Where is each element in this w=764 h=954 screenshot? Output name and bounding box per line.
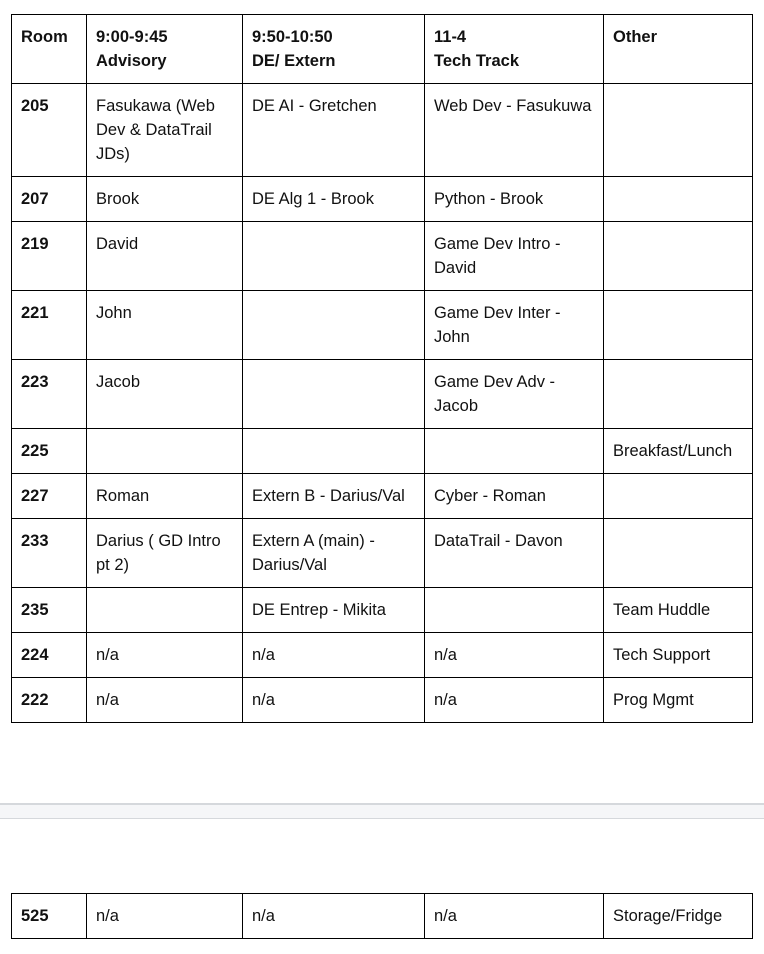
cell-text: Fasukawa (Web Dev & DataTrail JDs) bbox=[96, 97, 215, 163]
cell-text: Storage/Fridge bbox=[613, 907, 723, 925]
table-row bbox=[12, 519, 753, 588]
cell-text: DataTrail - Davon bbox=[434, 532, 563, 550]
header-tech-track[interactable] bbox=[425, 15, 604, 84]
cell-tech-track[interactable] bbox=[425, 84, 604, 177]
cell-text: n/a bbox=[252, 691, 275, 709]
table-row bbox=[12, 429, 753, 474]
cell-text: Game Dev Intro - David bbox=[434, 235, 561, 277]
cell-advisory[interactable] bbox=[87, 291, 243, 360]
cell-other[interactable] bbox=[604, 633, 753, 678]
table-row bbox=[12, 222, 753, 291]
cell-room[interactable] bbox=[12, 519, 87, 588]
cell-text: n/a bbox=[434, 907, 457, 925]
cell-de-extern[interactable] bbox=[243, 633, 425, 678]
cell-tech-track[interactable] bbox=[425, 474, 604, 519]
cell-text: Cyber - Roman bbox=[434, 487, 546, 505]
cell-room[interactable] bbox=[12, 474, 87, 519]
cell-room[interactable] bbox=[12, 894, 87, 939]
cell-de-extern[interactable] bbox=[243, 588, 425, 633]
cell-tech-track[interactable] bbox=[425, 633, 604, 678]
cell-text: Game Dev Adv - Jacob bbox=[434, 373, 556, 415]
cell-de-extern[interactable] bbox=[243, 291, 425, 360]
cell-text: David bbox=[96, 235, 139, 253]
cell-text: 223 bbox=[21, 373, 49, 391]
cell-other[interactable] bbox=[604, 894, 753, 939]
cell-de-extern[interactable] bbox=[243, 474, 425, 519]
cell-tech-track[interactable] bbox=[425, 222, 604, 291]
cell-text: Web Dev - Fasukuwa bbox=[434, 97, 592, 115]
cell-room[interactable] bbox=[12, 588, 87, 633]
cell-room[interactable] bbox=[12, 678, 87, 723]
header-advisory-time: 9:00-9:45 bbox=[96, 28, 168, 46]
cell-text: 222 bbox=[21, 691, 49, 709]
cell-text: Extern B - Darius/Val bbox=[252, 487, 405, 505]
cell-tech-track[interactable] bbox=[425, 360, 604, 429]
cell-text: 219 bbox=[21, 235, 49, 253]
cell-tech-track[interactable] bbox=[425, 177, 604, 222]
cell-room[interactable] bbox=[12, 84, 87, 177]
header-other[interactable] bbox=[604, 15, 753, 84]
room-schedule-continued-body bbox=[12, 894, 753, 939]
cell-room[interactable] bbox=[12, 429, 87, 474]
header-room[interactable] bbox=[12, 15, 87, 84]
cell-advisory[interactable] bbox=[87, 429, 243, 474]
cell-tech-track[interactable] bbox=[425, 429, 604, 474]
cell-advisory[interactable] bbox=[87, 678, 243, 723]
cell-text: Darius ( GD Intro pt 2) bbox=[96, 532, 221, 574]
cell-text: Jacob bbox=[96, 373, 141, 391]
cell-advisory[interactable] bbox=[87, 222, 243, 291]
cell-advisory[interactable] bbox=[87, 519, 243, 588]
table-row bbox=[12, 894, 753, 939]
cell-text: n/a bbox=[96, 646, 119, 664]
header-other-label: Other bbox=[613, 28, 658, 46]
cell-tech-track[interactable] bbox=[425, 291, 604, 360]
table-row bbox=[12, 177, 753, 222]
cell-tech-track[interactable] bbox=[425, 519, 604, 588]
cell-room[interactable] bbox=[12, 360, 87, 429]
cell-text: n/a bbox=[434, 646, 457, 664]
room-schedule-table bbox=[11, 14, 753, 723]
cell-de-extern[interactable] bbox=[243, 429, 425, 474]
table-row bbox=[12, 588, 753, 633]
cell-room[interactable] bbox=[12, 633, 87, 678]
cell-text: DE Alg 1 - Brook bbox=[252, 190, 374, 208]
cell-text: 225 bbox=[21, 442, 49, 460]
header-de-extern-label: DE/ Extern bbox=[252, 52, 336, 70]
cell-text: John bbox=[96, 304, 132, 322]
cell-other[interactable] bbox=[604, 84, 753, 177]
header-tech-track-time: 11-4 bbox=[434, 28, 467, 46]
cell-other[interactable] bbox=[604, 360, 753, 429]
cell-de-extern[interactable] bbox=[243, 177, 425, 222]
cell-de-extern[interactable] bbox=[243, 222, 425, 291]
cell-other[interactable] bbox=[604, 519, 753, 588]
cell-tech-track[interactable] bbox=[425, 678, 604, 723]
cell-text: Tech Support bbox=[613, 646, 711, 664]
header-de-extern-time: 9:50-10:50 bbox=[252, 28, 333, 46]
cell-text: 227 bbox=[21, 487, 49, 505]
cell-other[interactable] bbox=[604, 588, 753, 633]
cell-tech-track[interactable] bbox=[425, 894, 604, 939]
cell-de-extern[interactable] bbox=[243, 519, 425, 588]
cell-text: Brook bbox=[96, 190, 140, 208]
cell-advisory[interactable] bbox=[87, 474, 243, 519]
header-de-extern[interactable] bbox=[243, 15, 425, 84]
cell-advisory[interactable] bbox=[87, 84, 243, 177]
cell-text: Extern A (main) - Darius/Val bbox=[252, 532, 375, 574]
page-break bbox=[0, 803, 764, 819]
table-row bbox=[12, 360, 753, 429]
table-row bbox=[12, 474, 753, 519]
cell-tech-track[interactable] bbox=[425, 588, 604, 633]
room-schedule-continued-table bbox=[11, 893, 753, 939]
header-advisory-label: Advisory bbox=[96, 52, 167, 70]
cell-other[interactable] bbox=[604, 291, 753, 360]
cell-text: DE Entrep - Mikita bbox=[252, 601, 386, 619]
table-row bbox=[12, 291, 753, 360]
cell-text: Roman bbox=[96, 487, 150, 505]
room-schedule-body bbox=[12, 15, 753, 723]
cell-text: Python - Brook bbox=[434, 190, 544, 208]
cell-other[interactable] bbox=[604, 678, 753, 723]
cell-text: 235 bbox=[21, 601, 49, 619]
cell-text: 221 bbox=[21, 304, 49, 322]
cell-de-extern[interactable] bbox=[243, 84, 425, 177]
table-row bbox=[12, 633, 753, 678]
cell-advisory[interactable] bbox=[87, 633, 243, 678]
table-row bbox=[12, 84, 753, 177]
cell-text: Game Dev Inter - John bbox=[434, 304, 561, 346]
cell-text: n/a bbox=[96, 691, 119, 709]
header-tech-track-label: Tech Track bbox=[434, 52, 519, 70]
cell-text: n/a bbox=[434, 691, 457, 709]
header-room-label: Room bbox=[21, 28, 68, 46]
cell-room[interactable] bbox=[12, 291, 87, 360]
cell-de-extern[interactable] bbox=[243, 894, 425, 939]
cell-text: 207 bbox=[21, 190, 49, 208]
cell-advisory[interactable] bbox=[87, 588, 243, 633]
cell-text: 224 bbox=[21, 646, 49, 664]
cell-text: Team Huddle bbox=[613, 601, 711, 619]
header-advisory[interactable] bbox=[87, 15, 243, 84]
cell-text: 525 bbox=[21, 907, 49, 925]
cell-advisory[interactable] bbox=[87, 360, 243, 429]
cell-text: n/a bbox=[252, 646, 275, 664]
header-row bbox=[12, 15, 753, 84]
cell-other[interactable] bbox=[604, 177, 753, 222]
cell-room[interactable] bbox=[12, 222, 87, 291]
cell-room[interactable] bbox=[12, 177, 87, 222]
cell-text: DE AI - Gretchen bbox=[252, 97, 377, 115]
cell-de-extern[interactable] bbox=[243, 360, 425, 429]
cell-advisory[interactable] bbox=[87, 894, 243, 939]
table-row bbox=[12, 678, 753, 723]
cell-text: n/a bbox=[96, 907, 119, 925]
cell-text: n/a bbox=[252, 907, 275, 925]
cell-text: 233 bbox=[21, 532, 49, 550]
cell-other[interactable] bbox=[604, 222, 753, 291]
cell-other[interactable] bbox=[604, 474, 753, 519]
cell-text: 205 bbox=[21, 97, 49, 115]
cell-other[interactable] bbox=[604, 429, 753, 474]
cell-text: Prog Mgmt bbox=[613, 691, 694, 709]
cell-de-extern[interactable] bbox=[243, 678, 425, 723]
cell-advisory[interactable] bbox=[87, 177, 243, 222]
cell-text: Breakfast/Lunch bbox=[613, 442, 733, 460]
